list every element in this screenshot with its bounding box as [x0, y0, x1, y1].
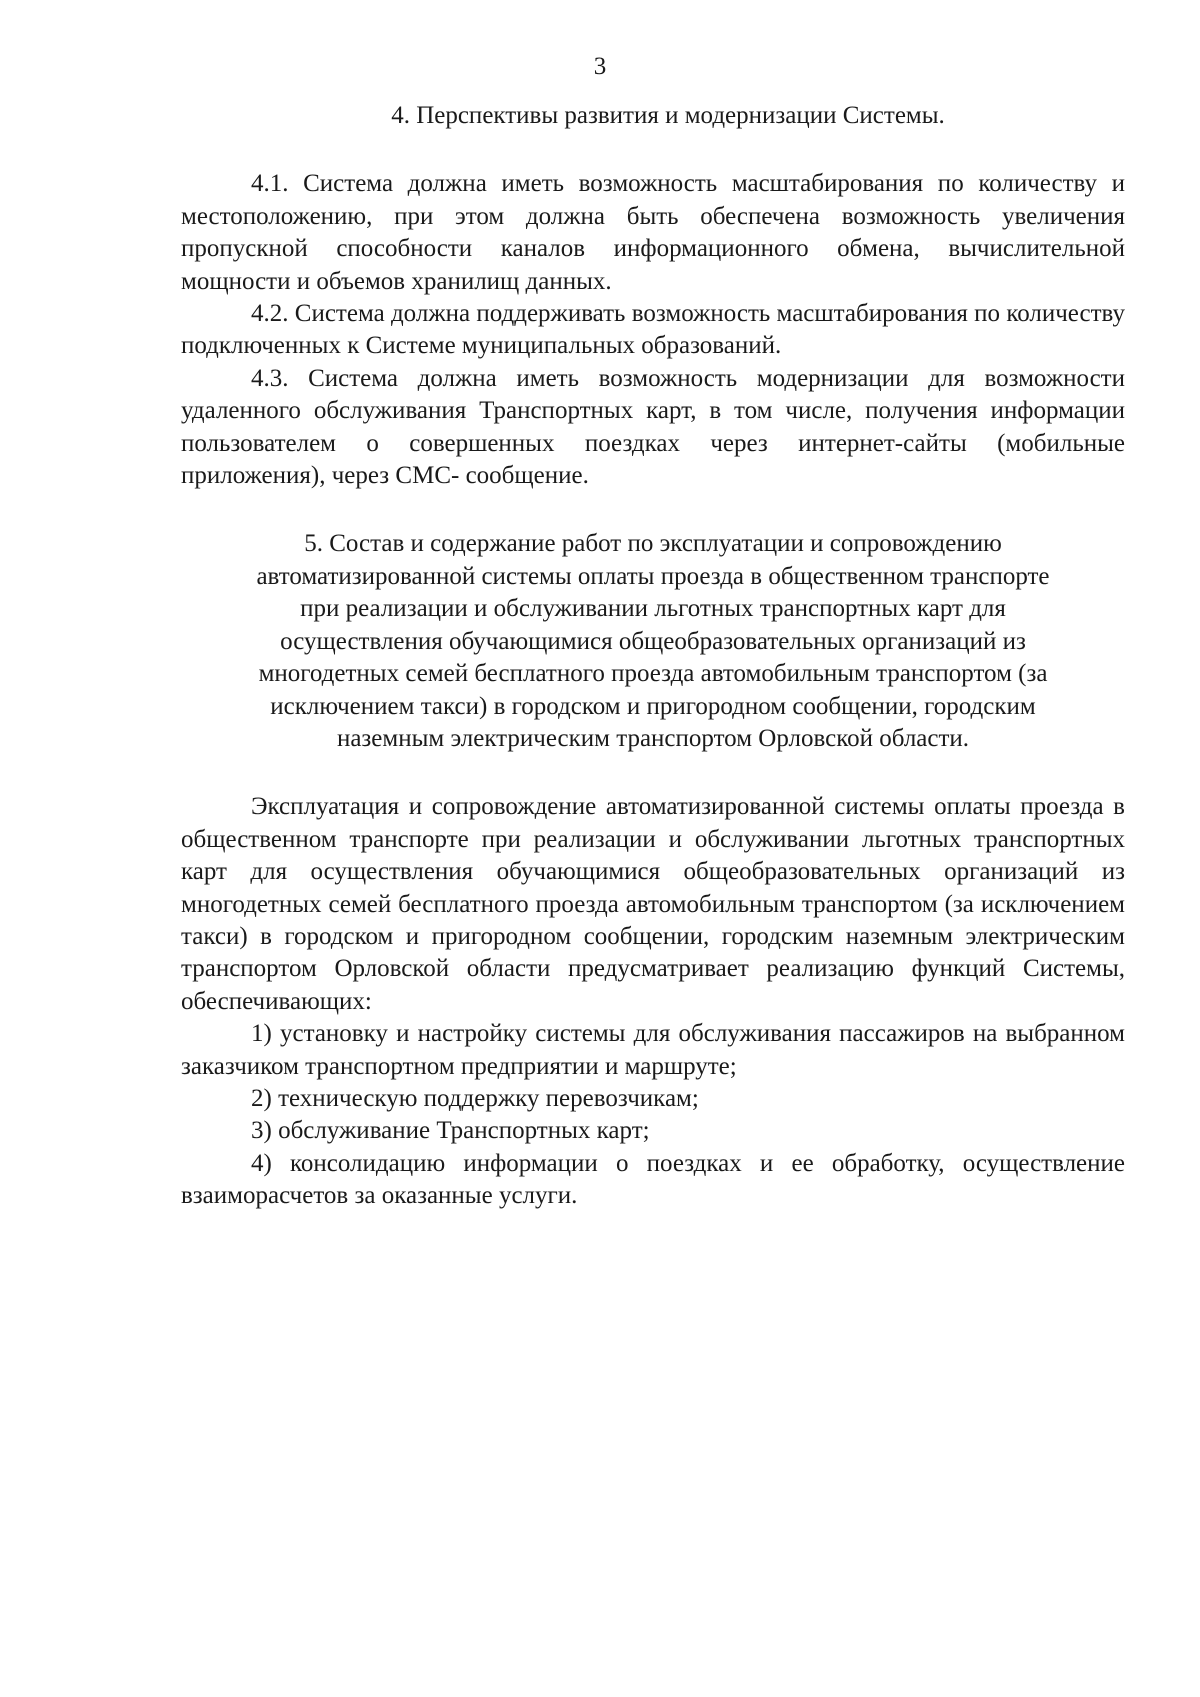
section-5-heading-line: многодетных семей бесплатного проезда автомобильным транспортом (за	[258, 660, 1048, 688]
section-5-heading-line: наземным электрическим транспортом Орловской области.	[336, 724, 970, 752]
paragraph-4-3: 4.3. Система должна иметь возможность модернизации для возможности удаленного обслуживания Транспортных карт, в том числе, получения информации пользователем о совершенных поездках через интернет-сайты (мобильные приложения), через СМС- сообщение.	[181, 364, 1125, 490]
list-item-2: 2) техническую поддержку перевозчикам;	[251, 1084, 699, 1112]
section-5-heading-line: исключением такси) в городском и пригородном сообщении, городским	[270, 692, 1036, 720]
paragraph-4-2: 4.2. Система должна поддерживать возможность масштабирования по количеству подключенных к Системе муниципальных образований.	[181, 300, 1125, 360]
list-item-3: 3) обслуживание Транспортных карт;	[251, 1117, 650, 1145]
document-body	[181, 100, 1125, 1213]
list-item-1: 1) установку и настройку системы для обслуживания пассажиров на выбранном заказчиком транспортном предприятии и маршруте;	[181, 1020, 1125, 1080]
section-5-heading-line: при реализации и обслуживании льготных транспортных карт для	[300, 595, 1006, 623]
section-5-intro: Эксплуатация и сопровождение автоматизированной системы оплаты проезда в общественном транспорте при реализации и обслуживании льготных транспортных карт для осуществления обучающимися общеобразовательных организаций из многодетных семей бесплатного проезда автомобильным транспортом (за исключением такси) в городском и пригородном сообщении, городским наземным электрическим транспортом Орловской области предусматривает реализацию функций Системы, обеспечивающих:	[181, 793, 1125, 1015]
section-5-heading-line: осуществления обучающимися общеобразовательных организаций из	[280, 627, 1026, 655]
section-5-heading-line: автоматизированной системы оплаты проезда в общественном транспорте	[256, 562, 1050, 590]
page-number: 3	[593, 53, 607, 80]
section-5-heading	[181, 528, 1125, 755]
section-5-heading-line: 5. Состав и содержание работ по эксплуатации и сопровождению	[304, 530, 1002, 558]
paragraph-4-1: 4.1. Система должна иметь возможность масштабирования по количеству и местоположению, при этом должна быть обеспечена возможность увеличения пропускной способности каналов информационного обмена, вычислительной мощности и объемов хранилищ данных.	[181, 170, 1125, 295]
section-4-heading: 4. Перспективы развития и модернизации Системы.	[391, 102, 945, 129]
list-item-4: 4) консолидацию информации о поездках и ее обработку, осуществление взаиморасчетов за оказанные услуги.	[181, 1149, 1125, 1210]
